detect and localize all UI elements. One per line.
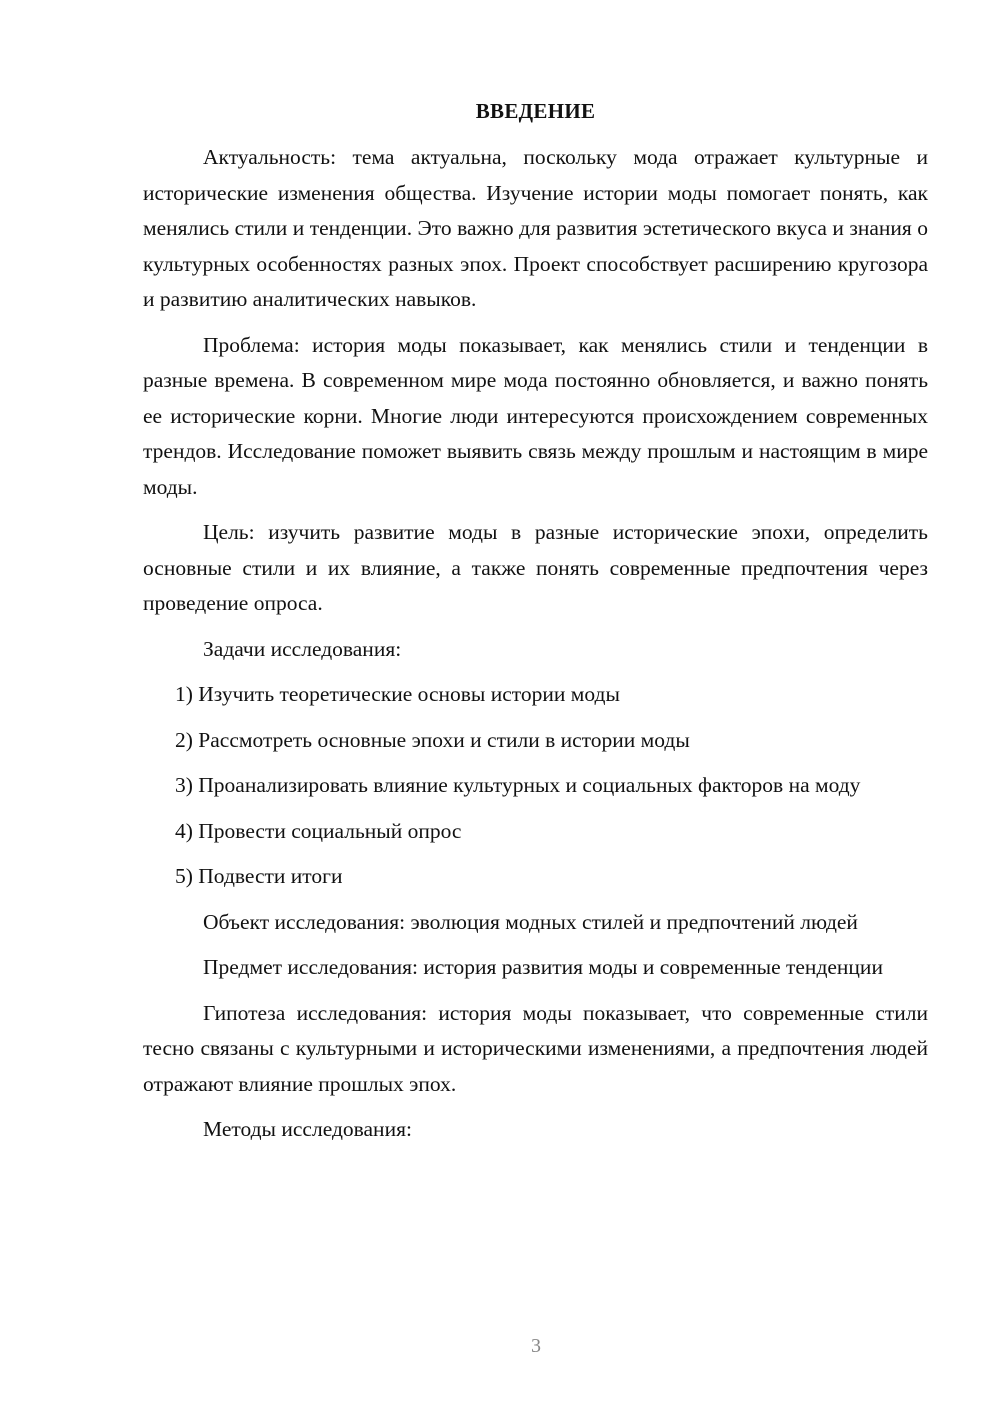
- tasks-list: [143, 677, 928, 895]
- task-item: 2) Рассмотреть основные эпохи и стили в истории моды: [175, 727, 690, 752]
- object-paragraph: Объект исследования: эволюция модных стилей и предпочтений людей: [203, 909, 858, 934]
- relevance-paragraph: Актуальность: тема актуальна, поскольку мода отражает культурные и исторические изменения общества. Изучение истории моды помогает понять, как менялись стили и тенденции. Это важно для развития эстетического вкуса и знания о культурных особенностях разных эпох. Проект способствует расширению кругозора и развитию аналитических навыков.: [143, 145, 928, 311]
- problem-paragraph: Проблема: история моды показывает, как менялись стили и тенденции в разные времена. В современном мире мода постоянно обновляется, и важно понять ее исторические корни. Многие люди интересуются происхождением современных трендов. Исследование поможет выявить связь между прошлым и настоящим в мире моды.: [143, 332, 928, 499]
- page-title: ВВЕДЕНИЕ: [475, 99, 596, 123]
- subject-paragraph: Предмет исследования: история развития моды и современные тенденции: [203, 955, 883, 979]
- hypothesis-paragraph: Гипотеза исследования: история моды показывает, что современные стили тесно связаны с культурными и историческими изменениями, а предпочтения людей отражают влияние прошлых эпох.: [143, 1000, 928, 1096]
- task-item: 5) Подвести итоги: [175, 864, 343, 888]
- tasks-heading: Задачи исследования:: [203, 636, 402, 661]
- goal-paragraph: Цель: изучить развитие моды в разные исторические эпохи, определить основные стили и их влияние, а также понять современные предпочтения через проведение опроса.: [143, 520, 928, 615]
- page-content: [143, 96, 928, 1158]
- task-item: 4) Провести социальный опрос: [175, 818, 462, 843]
- methods-heading: Методы исследования:: [203, 1117, 412, 1141]
- page-number: 3: [531, 1335, 541, 1357]
- task-item: 1) Изучить теоретические основы истории моды: [175, 682, 620, 706]
- task-item: 3) Проанализировать влияние культурных и социальных факторов на моду: [175, 773, 861, 797]
